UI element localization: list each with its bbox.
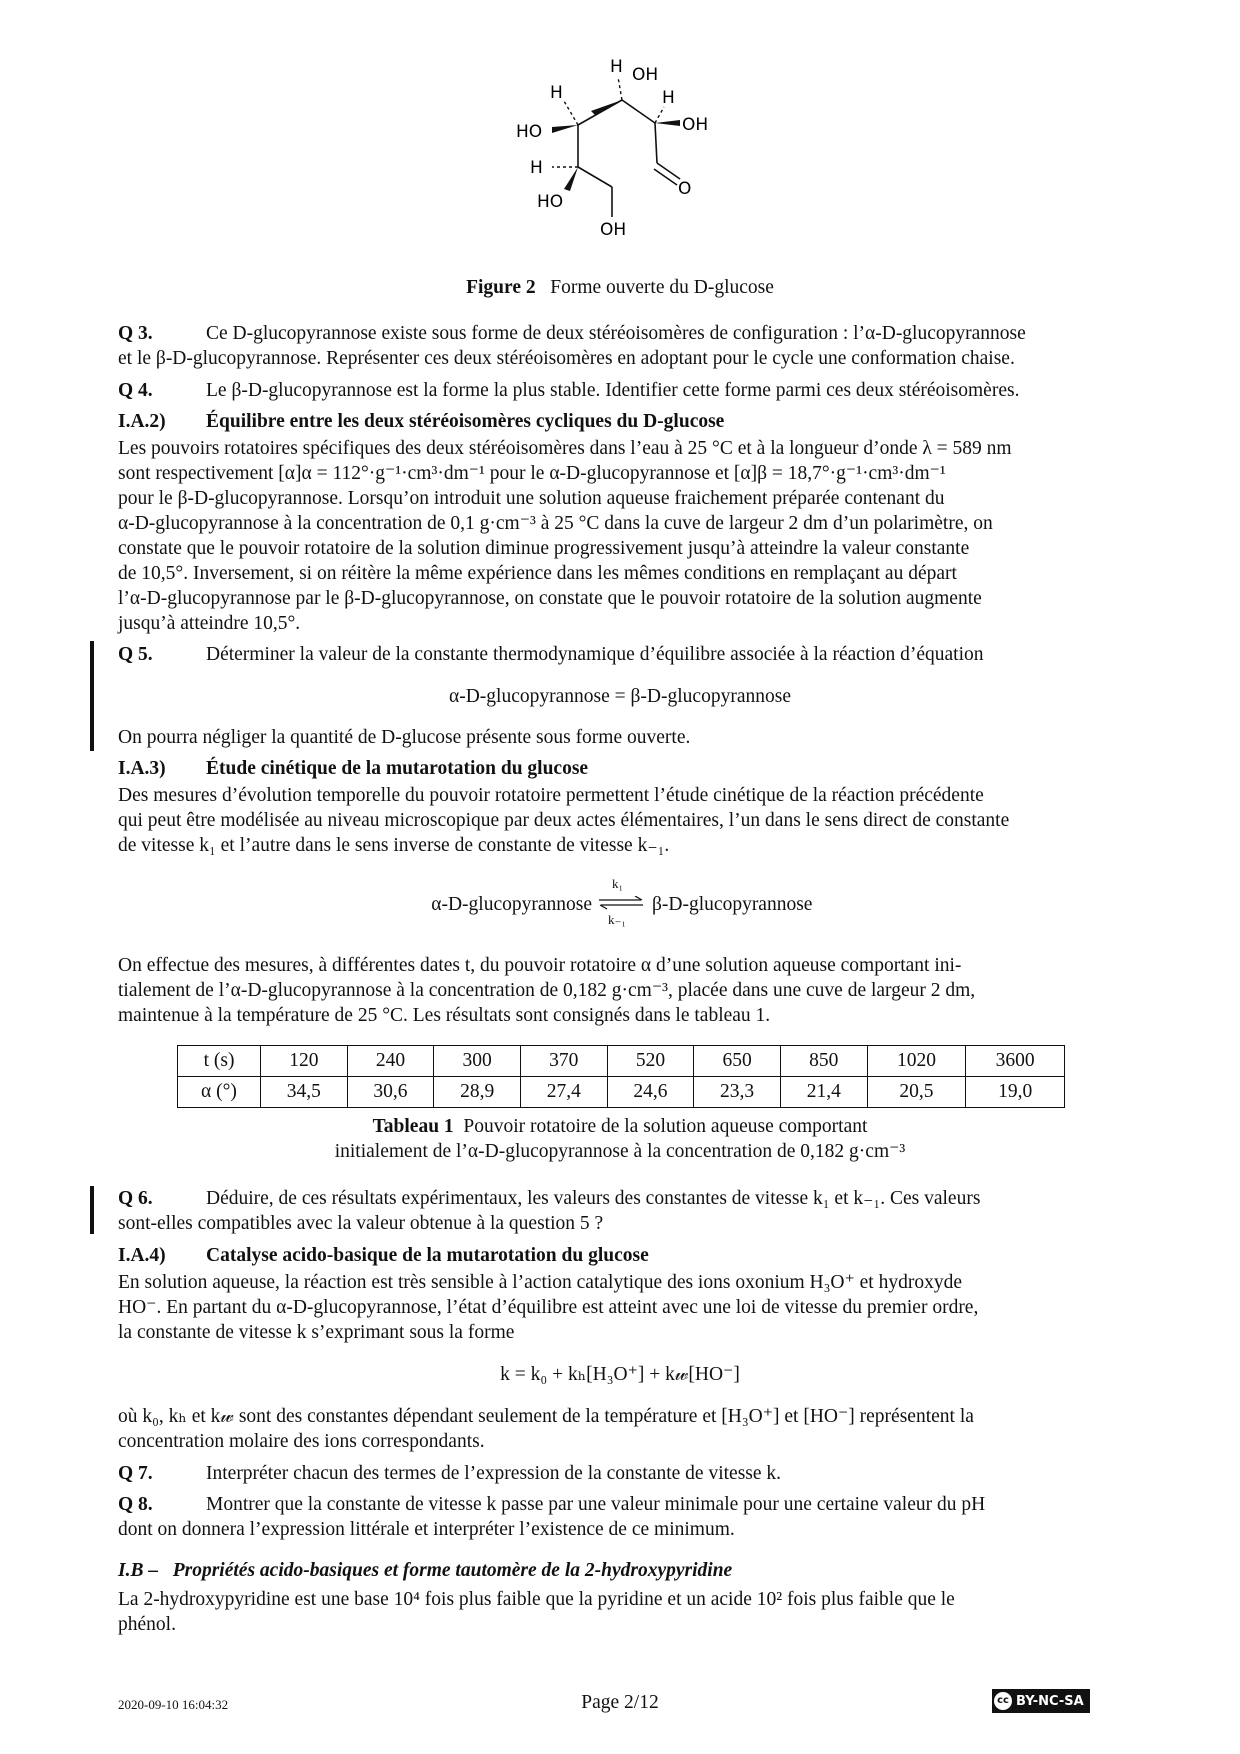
question-text: dont on donnera l’expression littérale et interpréter l’existence de ce minimum. — [118, 1519, 735, 1540]
question-text: Ce D-glucopyrannose existe sous forme de deux stéréoisomères de configuration : l’α-D-glucopyrannose — [206, 323, 1026, 344]
section-a3-body — [118, 783, 1128, 858]
license-text: BY-NC-SA — [1016, 1693, 1084, 1709]
table-cell: 27,4 — [520, 1077, 607, 1108]
section-number: I.A.4) — [118, 1245, 166, 1266]
atom-label-h-left: H — [550, 83, 563, 103]
question-text: Déterminer la valeur de la constante thermodynamique d’équilibre associée à la réaction d’équation — [206, 644, 984, 665]
table-caption-text: Pouvoir rotatoire de la solution aqueuse comportant — [463, 1116, 868, 1137]
paragraph-line: l’α-D-glucopyrannose par le β-D-glucopyrannose, on constate que le pouvoir rotatoire de la solution augmente — [118, 588, 982, 609]
table-cell: 23,3 — [694, 1077, 781, 1108]
figure-caption — [0, 275, 1240, 300]
bond — [655, 123, 657, 163]
question-5 — [118, 642, 1128, 667]
figure-caption-text: Forme ouverte du D-glucose — [550, 277, 774, 298]
dash-bond — [618, 77, 622, 100]
paragraph-line: de vitesse k₁ et l’autre dans le sens inverse de constante de vitesse k₋₁. — [118, 835, 670, 856]
paragraph-line: HO⁻. En partant du α-D-glucopyrannose, l’état d’équilibre est atteint avec une loi de vitesse du premier ordre, — [118, 1297, 979, 1318]
table-cell: 19,0 — [966, 1077, 1065, 1108]
section-title: Équilibre entre les deux stéréoisomères cycliques du D-glucose — [206, 411, 725, 432]
atom-label-h-top: H — [610, 57, 623, 77]
table-cell: 3600 — [966, 1046, 1065, 1077]
equation-equilibrium: α-D-glucopyrannose = β-D-glucopyrannose — [449, 686, 791, 707]
table-caption-text: initialement de l’α-D-glucopyrannose à la concentration de 0,182 g·cm⁻³ — [334, 1141, 906, 1162]
table-cell: 20,5 — [867, 1077, 966, 1108]
table-cell: 300 — [434, 1046, 521, 1077]
data-table — [177, 1045, 1065, 1108]
question-label: Q 7. — [118, 1463, 153, 1484]
cc-icon: cc — [994, 1692, 1012, 1710]
question-6 — [118, 1186, 1128, 1236]
atom-label-h-right: H — [662, 88, 675, 108]
question-text: et le β-D-glucopyrannose. Représenter ces deux stéréoisomères en adoptant pour le cycle une conformation chaise. — [118, 348, 1015, 369]
paragraph-line: pour le β-D-glucopyrannose. Lorsqu’on introduit une solution aqueuse fraichement préparée contenant du — [118, 488, 945, 509]
section-heading: I.B – Propriétés acido-basiques et forme tautomère de la 2-hydroxypyridine — [118, 1560, 733, 1581]
section-title: Catalyse acido-basique de la mutarotation du glucose — [206, 1245, 649, 1266]
question-text: sont-elles compatibles avec la valeur obtenue à la question 5 ? — [118, 1213, 604, 1234]
bond — [654, 169, 677, 185]
paragraph-line: maintenue à la température de 25 °C. Les résultats sont consignés dans le tableau 1. — [118, 1005, 771, 1026]
question-8 — [118, 1492, 1128, 1542]
paragraph-line: concentration molaire des ions correspondants. — [118, 1431, 485, 1452]
paragraph-line: jusqu’à atteindre 10,5°. — [118, 613, 301, 634]
atom-label-o-aldehyde: O — [678, 179, 692, 199]
paragraph-line: Les pouvoirs rotatoires spécifiques des deux stéréoisomères dans l’eau à 25 °C et à la longueur d’onde λ = 589 nm — [118, 438, 1012, 459]
equation-rate-constant: k = k₀ + kₕ[H₃O⁺] + k𝓌[HO⁻] — [500, 1364, 740, 1385]
question-label: Q 3. — [118, 323, 153, 344]
paragraph-line: La 2-hydroxypyridine est une base 10⁴ fois plus faible que la pyridine et un acide 10² fois plus faible que le — [118, 1589, 955, 1610]
wedge-bond — [591, 100, 622, 115]
paragraph-line: phénol. — [118, 1614, 176, 1635]
question-label: Q 6. — [118, 1188, 153, 1209]
section-heading — [118, 409, 1128, 434]
dash-bond — [564, 101, 578, 125]
paragraph-line: α-D-glucopyrannose à la concentration de 0,1 g·cm⁻³ à 25 °C dans la cuve de largeur 2 dm d’un polarimètre, on — [118, 513, 993, 534]
question-text: Interpréter chacun des termes de l’expression de la constante de vitesse k. — [206, 1463, 782, 1484]
paragraph-line: la constante de vitesse k s’exprimant sous la forme — [118, 1322, 515, 1343]
paragraph-line: En solution aqueuse, la réaction est très sensible à l’action catalytique des ions oxonium H₃O⁺ et hydroxyde — [118, 1272, 963, 1293]
question-label: Q 5. — [118, 644, 153, 665]
paragraph-line: qui peut être modélisée au niveau microscopique par deux actes élémentaires, l’un dans le sens direct de constante — [118, 810, 1010, 831]
atom-label-oh-top: OH — [632, 65, 659, 85]
section-a3-after — [118, 953, 1128, 1028]
dash-bond — [655, 107, 664, 123]
table-cell: 370 — [520, 1046, 607, 1077]
license-badge — [992, 1689, 1090, 1713]
table-cell: 24,6 — [607, 1077, 694, 1108]
table-caption-label: Tableau 1 — [372, 1116, 454, 1137]
section-a4-after — [118, 1404, 1128, 1454]
question-7 — [118, 1461, 1128, 1486]
page-number: Page 2/12 — [581, 1692, 659, 1713]
section-heading — [118, 1243, 1128, 1268]
section-b-body — [118, 1587, 1128, 1637]
question-label: Q 8. — [118, 1494, 153, 1515]
equilibrium-arrow-icon — [597, 896, 645, 910]
paragraph-line: Des mesures d’évolution temporelle du pouvoir rotatoire permettent l’étude cinétique de la réaction précédente — [118, 785, 984, 806]
question-4 — [118, 378, 1128, 403]
bond — [578, 167, 612, 187]
table-cell: 28,9 — [434, 1077, 521, 1108]
paragraph-line: où k₀, kₕ et k𝓌 sont des constantes dépendant seulement de la température et [H₃O⁺] et [HO⁻] représentent la — [118, 1406, 974, 1427]
table-cell: 520 — [607, 1046, 694, 1077]
question-text: Montrer que la constante de vitesse k passe par une valeur minimale pour une certaine valeur du pH — [206, 1494, 986, 1515]
atom-label-ho-bottom: HO — [537, 192, 564, 212]
equation-right: β-D-glucopyrannose — [652, 894, 813, 915]
footer-timestamp: 2020-09-10 16:04:32 — [118, 1697, 229, 1712]
table-cell: 850 — [780, 1046, 867, 1077]
paragraph-line: On effectue des mesures, à différentes dates t, du pouvoir rotatoire α d’une solution aqueuse comportant ini- — [118, 955, 962, 976]
table-caption — [0, 1114, 1240, 1164]
section-heading — [118, 756, 1128, 781]
atom-label-oh-bottom: OH — [600, 220, 627, 240]
question-label: Q 4. — [118, 380, 153, 401]
atom-label-ho-left: HO — [516, 122, 543, 142]
section-title: Étude cinétique de la mutarotation du glucose — [206, 758, 589, 779]
question-5-note: On pourra négliger la quantité de D-glucose présente sous forme ouverte. — [118, 727, 691, 748]
paragraph-line: constate que le pouvoir rotatoire de la solution diminue progressivement jusqu’à atteindre la valeur constante — [118, 538, 970, 559]
table-cell: 21,4 — [780, 1077, 867, 1108]
table-row — [178, 1077, 1065, 1108]
bond — [578, 100, 622, 125]
wedge-bond — [552, 125, 578, 133]
table-cell: 120 — [261, 1046, 348, 1077]
table-cell: 1020 — [867, 1046, 966, 1077]
section-number: I.A.2) — [118, 411, 166, 432]
table-cell: 650 — [694, 1046, 781, 1077]
paragraph-line: sont respectivement [α]α = 112°·g⁻¹·cm³·dm⁻¹ pour le α-D-glucopyrannose et [α]β = 18,7°·g⁻¹·cm³·dm⁻¹ — [118, 463, 946, 484]
change-bar — [90, 1186, 94, 1234]
equation-left: α-D-glucopyrannose — [431, 894, 592, 915]
question-3 — [118, 321, 1128, 371]
section-a4-body — [118, 1270, 1128, 1345]
figure-caption-label: Figure 2 — [466, 277, 536, 298]
rate-constant-reverse: k₋₁ — [608, 912, 626, 927]
table-row-header: α (°) — [178, 1077, 261, 1108]
atom-label-h-dash: H — [530, 158, 543, 178]
table-row — [178, 1046, 1065, 1077]
question-text: Le β-D-glucopyrannose est la forme la plus stable. Identifier cette forme parmi ces deux stéréoisomères. — [206, 380, 1020, 401]
atom-label-oh-right: OH — [682, 115, 709, 135]
bond — [622, 100, 655, 123]
glucose-structure-figure — [500, 55, 740, 265]
wedge-bond — [564, 167, 578, 191]
bond — [657, 163, 680, 179]
rate-constant-forward: k₁ — [612, 876, 624, 891]
question-text: Déduire, de ces résultats expérimentaux, les valeurs des constantes de vitesse k₁ et k₋₁. Ces valeurs — [206, 1188, 981, 1209]
wedge-bond — [655, 120, 680, 126]
table-cell: 34,5 — [261, 1077, 348, 1108]
section-number: I.A.3) — [118, 758, 166, 779]
table-cell: 240 — [347, 1046, 434, 1077]
table-cell: 30,6 — [347, 1077, 434, 1108]
paragraph-line: de 10,5°. Inversement, si on réitère la même expérience dans les mêmes conditions en remplaçant au départ — [118, 563, 957, 584]
paragraph-line: tialement de l’α-D-glucopyrannose à la concentration de 0,182 g·cm⁻³, placée dans une cuve de largeur 2 dm, — [118, 980, 976, 1001]
section-a2-body — [118, 436, 1128, 636]
table-row-header: t (s) — [178, 1046, 261, 1077]
